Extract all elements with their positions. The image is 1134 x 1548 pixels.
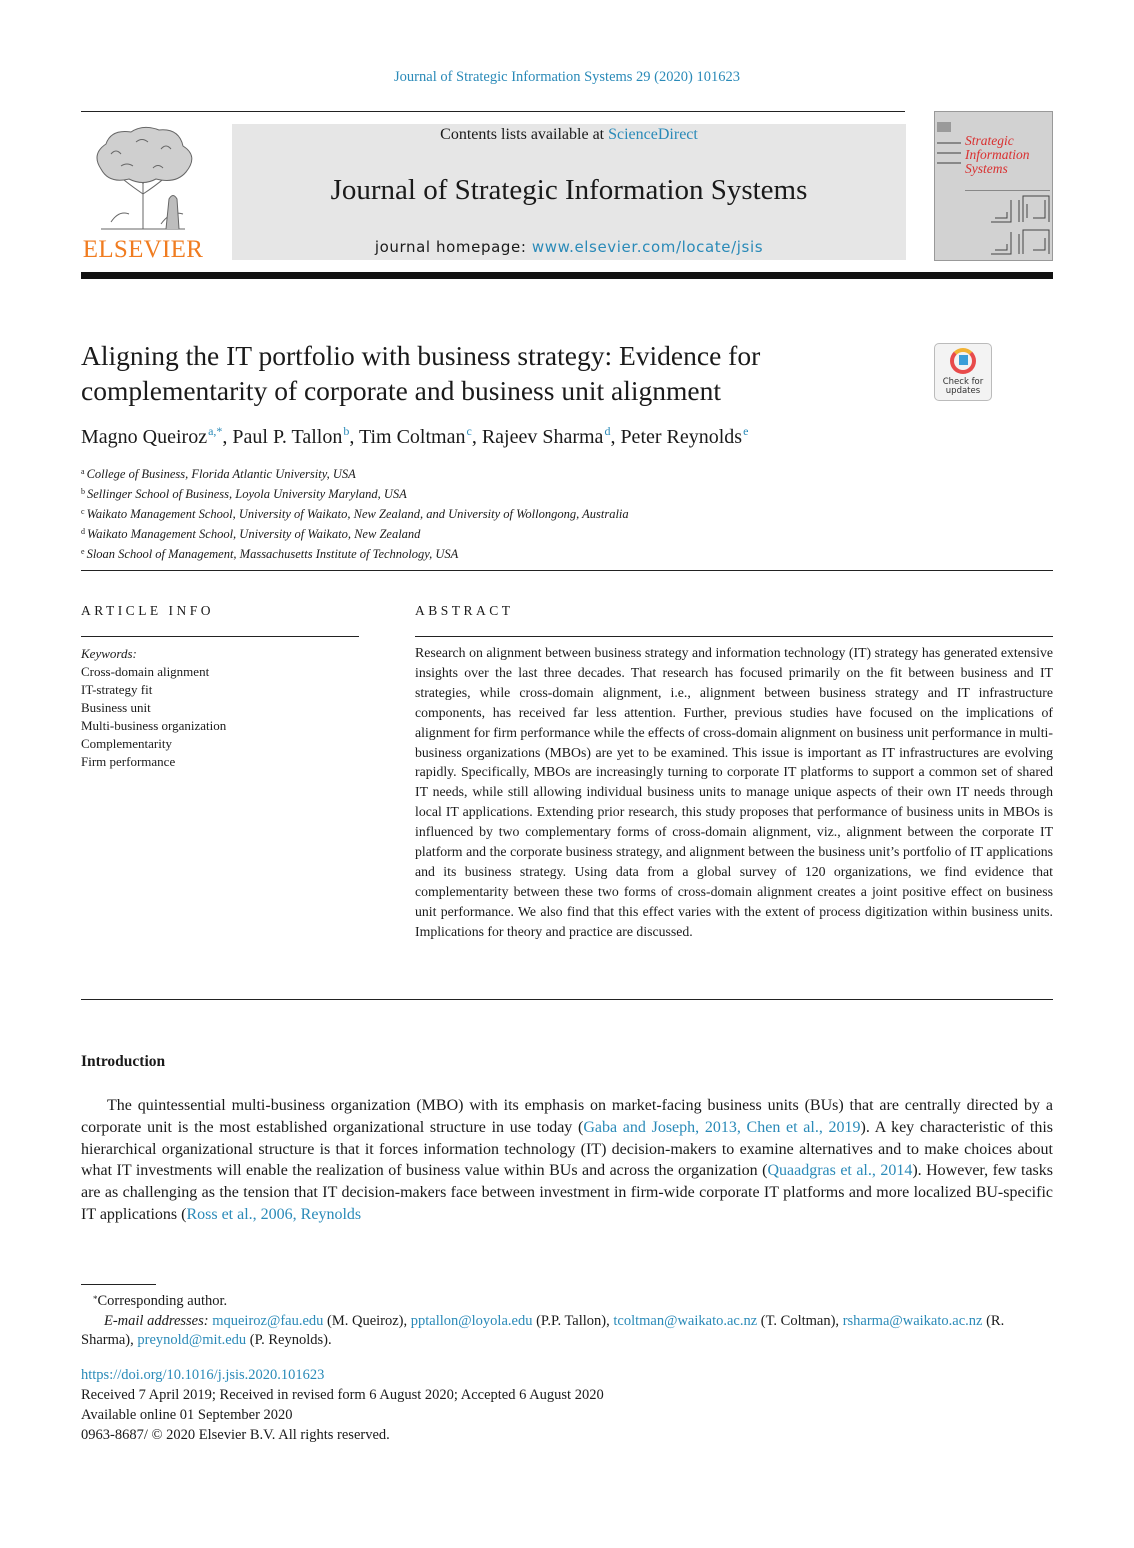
elsevier-logo[interactable]: [81, 124, 205, 264]
doi-link[interactable]: https://doi.org/10.1016/j.jsis.2020.101623: [81, 1367, 325, 1383]
journal-banner: [232, 124, 906, 260]
keyword: Cross-domain alignment: [81, 664, 210, 679]
email-link[interactable]: preynold@mit.edu: [137, 1332, 247, 1348]
footnote-rule: [81, 1284, 156, 1285]
homepage-link[interactable]: www.elsevier.com/locate/jsis: [531, 238, 764, 256]
cover-line: [937, 152, 961, 154]
publisher-wordmark: ELSEVIER: [82, 236, 204, 263]
check-updates-label: Check for updates: [942, 377, 984, 396]
author-name: Tim Coltman: [358, 426, 466, 448]
article-info-heading: ARTICLE INFO: [81, 603, 215, 618]
journal-cover[interactable]: [934, 111, 1053, 261]
affiliation: $^a$ College of Business, Florida Atlantic University, USA: [81, 467, 356, 481]
sciencedirect-link[interactable]: ScienceDirect: [608, 126, 698, 143]
received-dates: Received 7 April 2019; Received in revised form 6 August 2020; Accepted 6 August 2020: [81, 1387, 604, 1403]
cover-line: [965, 190, 1050, 191]
available-online: Available online 01 September 2020: [81, 1407, 293, 1423]
journal-name: Journal of Strategic Information Systems: [330, 174, 808, 206]
abstract-text: Research on alignment between business strategy and information technology (IT) strategy has generated extensive insights over the last three decades. That research has focused primarily on the fit between business and IT strategies, while cross-domain alignment, i.e., alignment between business strategy and IT infrastructure components, has received far less attention. Further, previous studies have focused on the implications of alignment for firm performance while the effects of cross-domain alignment on business unit performance in multi-business organizations (MBOs) are yet to be examined. This issue is important as IT infrastructures are evolving rapidly. Specifically, MBOs are increasingly turning to corporate IT platforms to support a common set of shared IT needs, while still allowing individual business units to manage unique aspects of their own IT needs through local IT applications. Extending prior research, this study proposes that performance of business units in MBOs is influenced by two complementary forms of cross-domain alignment, viz., alignment between the corporate IT platform and the corporate business strategy, and alignment between the business unit’s portfolio of IT applications and its business strategy. Using data from a global survey of 120 organizations, we find evidence that complementarity between these two forms of cross-domain alignment creates a joint positive effect on business unit performance. We also find that this effect varies with the extent of process digitization within business units. Implications for theory and practice are discussed.: [415, 645, 1053, 939]
cover-title: Strategic Information Systems: [965, 133, 1030, 176]
citation-link[interactable]: Ross et al., 2006, Reynolds: [186, 1205, 362, 1223]
cover-logo: [937, 122, 951, 132]
article-title: Aligning the IT portfolio with business strategy: Evidence for complementarity of corporate and business unit alignment: [81, 340, 761, 406]
email-link[interactable]: rsharma@waikato.ac.nz: [842, 1312, 983, 1329]
cover-line: [937, 162, 961, 164]
keyword: IT-strategy fit: [81, 682, 153, 697]
keywords-label: Keywords:: [81, 646, 137, 661]
keyword: Multi-business organization: [81, 718, 227, 733]
author-name: Magno Queiroz: [81, 426, 208, 448]
header-rule: [81, 111, 905, 112]
footnotes: [81, 1290, 1053, 1351]
author-affil-link[interactable]: e: [743, 424, 749, 438]
tree-icon: [81, 124, 205, 234]
header-thick-rule: [81, 272, 1053, 279]
affiliations: [81, 463, 629, 563]
introduction-paragraph: The quintessential multi-business organization (MBO) with its emphasis on market-facing business units (BUs) that are centrally directed by a corporate unit is the most established organizational structure in use today (Gaba and Joseph, 2013, Chen et al., 2019). A key characteristic of this hierarchical organizational structure is that it forces information technology (IT) decision-makers to examine alternatives and to make choices about what IT investments will enable the realization of business value within BUs and across the organization (Quaadgras et al., 2014). However, few tasks are as challenging as the tension that IT decision-makers face between investment in firm-wide corporate IT platforms and more localized BU-specific IT applications (Ross et al., 2006, Reynolds: [81, 1097, 1054, 1223]
author-name: Paul P. Tallon: [232, 426, 343, 448]
abstract-heading: ABSTRACT: [415, 603, 514, 618]
bookmark-icon: [959, 355, 968, 365]
keyword: Complementarity: [81, 736, 172, 751]
keywords-list: [81, 645, 226, 771]
email-link[interactable]: mqueiroz@fau.edu: [212, 1312, 324, 1329]
author-affil-link[interactable]: c: [466, 424, 472, 438]
email-link[interactable]: tcoltman@waikato.ac.nz: [613, 1312, 758, 1329]
article-info-rule: [81, 636, 359, 637]
section-rule: [81, 570, 1053, 571]
email-link[interactable]: pptallon@loyola.edu: [410, 1312, 533, 1329]
citation-link[interactable]: Gaba and Joseph, 2013, Chen et al., 2019: [583, 1118, 861, 1136]
citation-link[interactable]: Quaadgras et al., 2014: [767, 1162, 913, 1180]
homepage-line: [232, 238, 906, 256]
keyword: Firm performance: [81, 754, 176, 769]
author-name: Rajeev Sharma: [481, 426, 604, 448]
keyword: Business unit: [81, 700, 151, 715]
affiliation: $^e$ Sloan School of Management, Massachusetts Institute of Technology, USA: [81, 547, 459, 561]
cover-graphic: [985, 194, 1051, 258]
author-name: Peter Reynolds: [620, 426, 743, 448]
author-affil-link[interactable]: b: [343, 424, 350, 438]
journal-reference[interactable]: Journal of Strategic Information Systems 29 (2020) 101623: [394, 69, 740, 85]
check-for-updates-button[interactable]: [934, 343, 992, 401]
affiliation: $^d$ Waikato Management School, University of Waikato, New Zealand: [81, 527, 421, 541]
corresponding-author-note: *Corresponding author.: [93, 1293, 228, 1309]
affiliation: $^c$ Waikato Management School, University of Waikato, New Zealand, and University of Wollongong, Australia: [81, 507, 629, 521]
author-affil-link[interactable]: d: [604, 424, 611, 438]
abstract-bottom-rule: [81, 999, 1053, 1000]
abstract-rule: [415, 636, 1053, 637]
email-addresses: E-mail addresses: mqueiroz@fau.edu (M. Queiroz), pptallon@loyola.edu (P.P. Tallon), tcoltman@waikato.ac.nz (T. Coltman), rsharma@waikato.ac.nz (R. Sharma), preynold@mit.edu (P. Reynolds).: [81, 1312, 1005, 1348]
author-list: Magno Queiroz$^{a,*}$, Paul P. Tallon$^b$, Tim Coltman$^c$, Rajeev Sharma$^d$, Peter Reynolds$^e$: [81, 424, 749, 448]
cover-line: [937, 142, 961, 144]
contents-prefix: Contents lists available at: [440, 126, 605, 143]
homepage-prefix: journal homepage:: [374, 238, 527, 256]
introduction-heading: Introduction: [81, 1053, 166, 1070]
affiliation: $^b$ Sellinger School of Business, Loyola University Maryland, USA: [81, 487, 407, 501]
author-affil-link[interactable]: a,*: [208, 424, 223, 438]
article-metadata: [81, 1365, 604, 1445]
contents-line: [232, 126, 906, 144]
copyright: 0963-8687/ © 2020 Elsevier B.V. All rights reserved.: [81, 1427, 390, 1443]
